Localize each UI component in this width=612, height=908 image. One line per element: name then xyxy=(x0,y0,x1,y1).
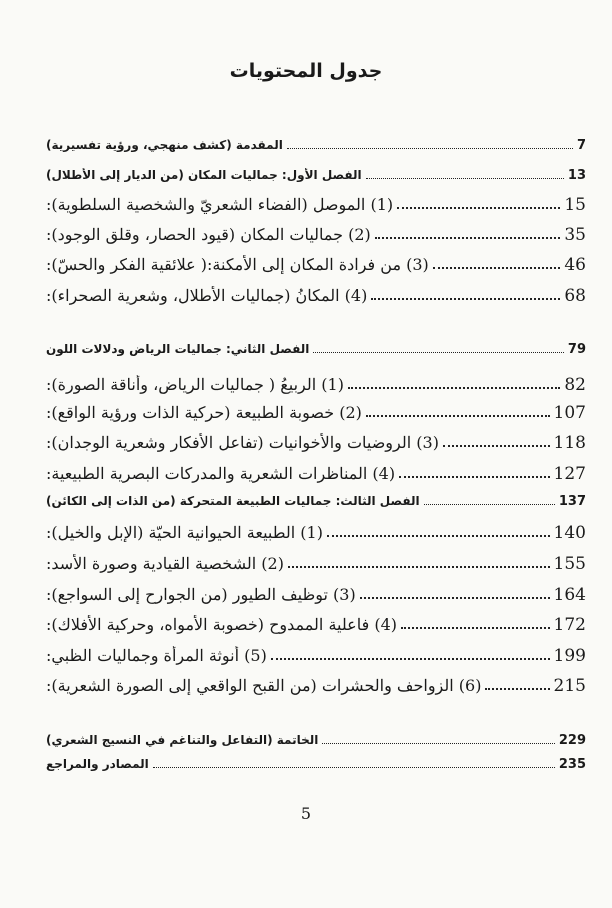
dot-leader xyxy=(153,767,555,768)
toc-entry-title: (3) من فرادة المكان إلى الأمكنة:( علائقية الفكر والحسّ): xyxy=(46,255,429,274)
dot-leader xyxy=(348,387,560,389)
toc-section-row xyxy=(46,554,586,574)
toc-entry-title: (4) المكانُ (جماليات الأطلال، وشعرية الصحراء): xyxy=(46,286,368,305)
toc-entry-title: (4) المناظرات الشعرية والمدركات البصرية الطبيعية: xyxy=(46,464,396,483)
toc-section-row xyxy=(46,433,586,453)
dot-leader xyxy=(401,627,550,629)
toc-entry-title: (1) الطبيعة الحيوانية الحيّة (الإبل والخيل): xyxy=(46,523,323,542)
page-number: 5 xyxy=(300,804,312,823)
toc-entry-title: (5) أنوثة المرأة وجماليات الظبي: xyxy=(46,646,267,665)
dot-leader xyxy=(375,237,561,239)
dot-leader xyxy=(287,148,573,149)
dot-leader xyxy=(271,658,550,660)
toc-entry-title: الفصل الثاني: جماليات الرياض ودلالات اللون xyxy=(46,342,310,356)
toc-section-row xyxy=(46,375,586,395)
toc-section-row xyxy=(46,523,586,543)
toc-entry-title: (1) الربيعُ ( جماليات الرياض، وأناقة الصورة): xyxy=(46,375,344,394)
toc-chapter-row xyxy=(46,168,586,183)
toc-chapter-row xyxy=(46,138,586,153)
toc-page-number: 172 xyxy=(553,615,586,635)
dot-leader xyxy=(443,445,550,447)
toc-page-number: 15 xyxy=(564,195,586,215)
dot-leader xyxy=(371,298,560,300)
toc-section-row xyxy=(46,585,586,605)
dot-leader xyxy=(424,504,555,505)
toc-entry-title: (2) الشخصية القيادية وصورة الأسد: xyxy=(46,554,284,573)
toc-page-number: 164 xyxy=(553,585,586,605)
dot-leader xyxy=(366,415,550,417)
dot-leader xyxy=(433,267,561,269)
toc-entry-title: (1) الموصل (الفضاء الشعريّ والشخصية السلطوية): xyxy=(46,195,394,214)
toc-page-number: 127 xyxy=(553,464,586,484)
page-title: جدول المحتويات xyxy=(229,60,383,82)
toc-page-number: 13 xyxy=(567,168,586,183)
toc-section-row xyxy=(46,225,586,245)
toc-section-row xyxy=(46,646,586,666)
toc-entry-title: (2) خصوبة الطبيعة (حركية الذات ورؤية الواقع): xyxy=(46,403,362,422)
toc-entry-title: الفصل الأول: جماليات المكان (من الديار إلى الأطلال) xyxy=(46,168,362,182)
toc-page-number: 215 xyxy=(553,676,586,696)
toc-section-row xyxy=(46,464,586,484)
toc-section-row xyxy=(46,615,586,635)
toc-page-number: 82 xyxy=(564,375,586,395)
dot-leader xyxy=(399,476,549,478)
toc-entry-title: المصادر والمراجع xyxy=(46,757,149,771)
toc-entry-title: الفصل الثالث: جماليات الطبيعة المتحركة (من الذات إلى الكائن) xyxy=(46,494,420,508)
toc-section-row xyxy=(46,255,586,275)
toc-page-number: 140 xyxy=(553,523,586,543)
toc-page-number: 46 xyxy=(564,255,586,275)
toc-page-number: 68 xyxy=(564,286,586,306)
toc-entry-title: الخاتمة (التفاعل والتناغم في النسيج الشعري) xyxy=(46,733,319,747)
dot-leader xyxy=(288,566,550,568)
toc-chapter-row xyxy=(46,494,586,509)
toc-page-number: 155 xyxy=(553,554,586,574)
toc-entry-title: المقدمة (كشف منهجي، ورؤية تفسيرية) xyxy=(46,138,283,152)
dot-leader xyxy=(397,207,560,209)
toc-page-number: 107 xyxy=(553,403,586,423)
dot-leader xyxy=(313,352,564,353)
toc-entry-title: (2) جماليات المكان (قيود الحصار، وقلق الوجود): xyxy=(46,225,371,244)
toc-page-number: 137 xyxy=(558,494,586,509)
toc-page-number: 79 xyxy=(567,342,586,357)
dot-leader xyxy=(360,597,550,599)
dot-leader xyxy=(366,178,564,179)
toc-chapter-row xyxy=(46,757,586,772)
toc-entry-title: (6) الزواحف والحشرات (من القبح الواقعي إلى الصورة الشعرية): xyxy=(46,676,482,695)
dot-leader xyxy=(322,743,555,744)
toc-entry-title: (3) الروضيات والأخوانيات (تفاعل الأفكار وشعرية الوجدان): xyxy=(46,433,439,452)
toc-page-number: 199 xyxy=(553,646,586,666)
toc-page-number: 35 xyxy=(564,225,586,245)
toc-page-number: 229 xyxy=(558,733,586,748)
toc-page-number: 118 xyxy=(553,433,586,453)
toc-section-row xyxy=(46,403,586,423)
toc-section-row xyxy=(46,286,586,306)
dot-leader xyxy=(485,688,549,690)
toc-page-number: 7 xyxy=(576,138,586,153)
toc-chapter-row xyxy=(46,733,586,748)
toc-chapter-row xyxy=(46,342,586,357)
dot-leader xyxy=(327,535,550,537)
toc-section-row xyxy=(46,195,586,215)
toc-section-row xyxy=(46,676,586,696)
toc-entry-title: (4) فاعلية الممدوح (خصوبة الأمواه، وحركية الأفلاك): xyxy=(46,615,397,634)
toc-entry-title: (3) توظيف الطيور (من الجوارح إلى السواجع): xyxy=(46,585,356,604)
toc-page-number: 235 xyxy=(558,757,586,772)
